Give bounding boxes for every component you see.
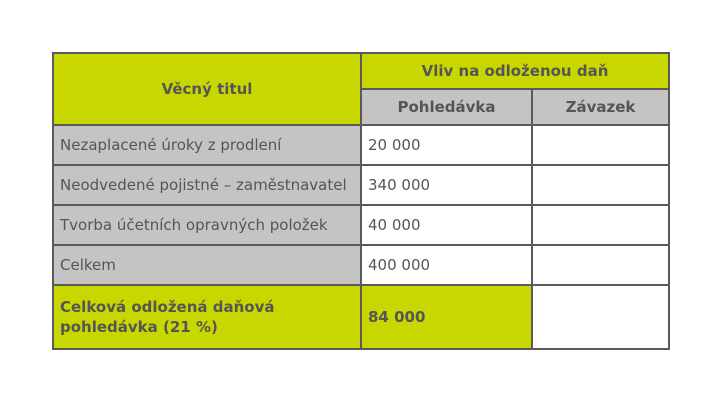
row-label: Nezaplacené úroky z prodlení: [53, 125, 361, 165]
liability-column-header: Závazek: [532, 89, 669, 125]
table-row: [53, 165, 669, 205]
liability-value: [532, 165, 669, 205]
table-row: [53, 205, 669, 245]
impact-title-header: Vliv na odloženou daň: [361, 53, 669, 89]
row-label: Tvorba účetních opravných položek: [53, 205, 361, 245]
receivable-value: 400 000: [361, 245, 532, 285]
liability-value: [532, 125, 669, 165]
total-receivable-value: 84 000: [361, 285, 532, 349]
table-row: [53, 125, 669, 165]
receivable-value: 340 000: [361, 165, 532, 205]
row-label: Neodvedené pojistné – zaměstnavatel: [53, 165, 361, 205]
total-label: Celková odložená daňová pohledávka (21 %): [53, 285, 361, 349]
total-liability-value: [532, 285, 669, 349]
table-row: [53, 245, 669, 285]
row-label: Celkem: [53, 245, 361, 285]
deferred-tax-table: [52, 52, 670, 350]
total-row: [53, 285, 669, 349]
liability-value: [532, 245, 669, 285]
receivable-column-header: Pohledávka: [361, 89, 532, 125]
receivable-value: 40 000: [361, 205, 532, 245]
receivable-value: 20 000: [361, 125, 532, 165]
subject-title-header: Věcný titul: [53, 53, 361, 125]
liability-value: [532, 205, 669, 245]
